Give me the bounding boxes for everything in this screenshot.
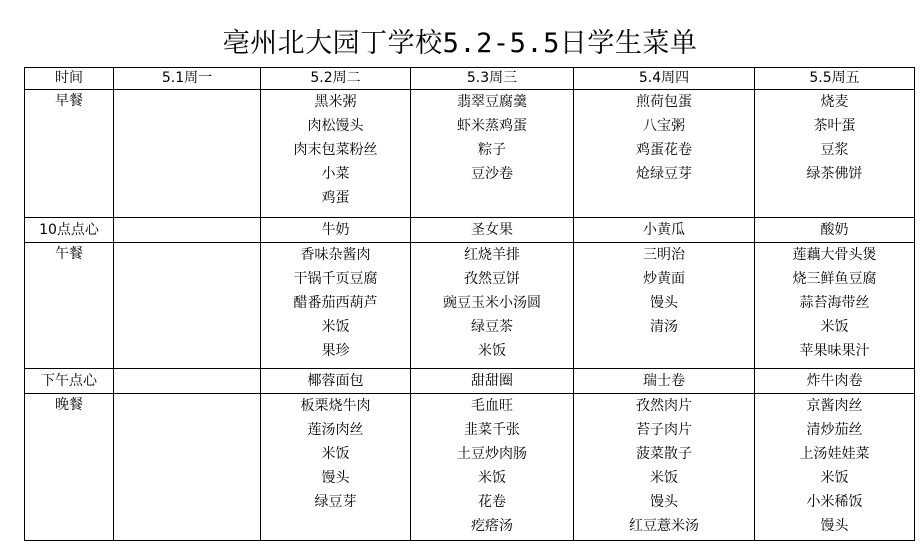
dish-item: 粽子 [478, 142, 506, 158]
dish-item: 圣女果 [471, 222, 513, 238]
meal-label: 10点点心 [25, 218, 114, 243]
dish-item: 毛血旺 [471, 398, 513, 414]
dish-item: 孜然豆饼 [464, 271, 520, 287]
dish-item: 小菜 [321, 166, 350, 182]
menu-cell [261, 218, 411, 243]
dish-item: 豌豆玉米小汤圆 [443, 295, 541, 311]
menu-cell [574, 369, 755, 394]
menu-cell [755, 369, 915, 394]
dish-item: 菠菜散子 [636, 446, 692, 462]
dish-item: 牛奶 [321, 222, 350, 238]
dish-item: 虾米蒸鸡蛋 [457, 118, 527, 134]
dish-item: 米饭 [321, 446, 350, 462]
menu-cell [411, 243, 574, 369]
menu-cell [411, 394, 574, 541]
dish-item: 京酱肉丝 [806, 398, 863, 414]
header-row [25, 68, 915, 90]
dish-item: 绿茶佛饼 [806, 166, 863, 182]
meal-row-afternoon-snack [25, 369, 915, 394]
dish-item: 莲藕大骨头煲 [792, 247, 877, 263]
dish-item: 苹果味果汁 [799, 343, 870, 359]
menu-cell [574, 394, 755, 541]
dish-item: 八宝粥 [643, 118, 685, 134]
menu-cell [574, 218, 755, 243]
menu-cell [261, 369, 411, 394]
dish-item: 炸牛肉卷 [806, 373, 863, 389]
menu-cell [261, 90, 411, 218]
dish-item: 香味杂酱肉 [300, 247, 371, 263]
dish-item: 板栗烧牛肉 [300, 398, 371, 414]
dish-item: 鸡蛋花卷 [636, 142, 692, 158]
menu-cell [114, 90, 261, 218]
header-day: 5.3周三 [411, 68, 574, 90]
dish-item: 小黄瓜 [643, 222, 685, 238]
dish-item: 烧三鲜鱼豆腐 [792, 271, 877, 287]
dish-item: 瑞士卷 [643, 373, 685, 389]
menu-cell [114, 369, 261, 394]
dish-item: 土豆炒肉肠 [457, 446, 527, 462]
dish-item: 上汤娃娃菜 [799, 446, 870, 462]
dish-item: 肉末包菜粉丝 [293, 142, 378, 158]
dish-item: 孜然肉片 [636, 398, 692, 414]
dish-item: 醋番茄西葫芦 [293, 295, 378, 311]
dish-item: 米饭 [478, 470, 506, 486]
dish-item: 馒头 [321, 470, 350, 486]
dish-item: 花卷 [478, 494, 506, 510]
menu-cell [411, 369, 574, 394]
dish-item: 米饭 [820, 319, 849, 335]
page-title: 亳州北大园丁学校5.2-5.5日学生菜单 [222, 28, 698, 59]
menu-cell [574, 90, 755, 218]
menu-cell [755, 218, 915, 243]
header-day: 5.2周二 [261, 68, 411, 90]
dish-item: 米饭 [321, 319, 350, 335]
meal-label: 下午点心 [25, 369, 114, 394]
menu-cell [755, 90, 915, 218]
dish-item: 红烧羊排 [464, 247, 520, 263]
dish-item: 莲汤肉丝 [307, 422, 364, 438]
dish-item: 红豆薏米汤 [629, 518, 699, 534]
dish-item: 豆浆 [820, 142, 849, 158]
menu-cell [114, 394, 261, 541]
dish-item: 茶叶蛋 [813, 118, 856, 134]
meal-row-morning-snack [25, 218, 915, 243]
dish-item: 米饭 [650, 470, 678, 486]
dish-item: 翡翠豆腐羹 [457, 94, 527, 110]
header-day: 5.5周五 [755, 68, 915, 90]
meal-row-lunch [25, 243, 915, 369]
dish-item: 果珍 [321, 343, 350, 359]
dish-item: 疙瘩汤 [471, 518, 513, 534]
dish-item: 韭菜千张 [464, 422, 520, 438]
dish-item: 绿豆茶 [471, 319, 513, 335]
menu-cell [261, 394, 411, 541]
header-day: 5.1周一 [114, 68, 261, 90]
dish-item: 苔子肉片 [636, 422, 692, 438]
dish-item: 鸡蛋 [321, 190, 350, 206]
dish-item: 椰蓉面包 [307, 373, 364, 389]
menu-cell [411, 90, 574, 218]
dish-item: 馒头 [650, 494, 678, 510]
meal-row-dinner [25, 394, 915, 541]
meal-row-breakfast [25, 90, 915, 218]
menu-table [24, 67, 915, 541]
menu-cell [411, 218, 574, 243]
menu-cell [755, 394, 915, 541]
menu-cell [114, 243, 261, 369]
header-day: 5.4周四 [574, 68, 755, 90]
dish-item: 炝绿豆芽 [636, 166, 692, 182]
meal-label: 晚餐 [25, 394, 114, 541]
dish-item: 蒜苔海带丝 [799, 295, 870, 311]
dish-item: 黑米粥 [314, 94, 357, 110]
dish-item: 绿豆芽 [314, 494, 357, 510]
menu-cell [755, 243, 915, 369]
dish-item: 豆沙卷 [471, 166, 513, 182]
dish-item: 炒黄面 [643, 271, 685, 287]
meal-label: 早餐 [25, 90, 114, 218]
dish-item: 甜甜圈 [471, 373, 513, 389]
dish-item: 三明治 [643, 247, 685, 263]
dish-item: 酸奶 [820, 222, 849, 238]
menu-cell [574, 243, 755, 369]
dish-item: 米饭 [820, 470, 849, 486]
dish-item: 煎荷包蛋 [636, 94, 692, 110]
meal-label: 午餐 [25, 243, 114, 369]
dish-item: 小米稀饭 [806, 494, 863, 510]
dish-item: 馒头 [820, 518, 849, 534]
dish-item: 馒头 [650, 295, 678, 311]
menu-cell [261, 243, 411, 369]
dish-item: 米饭 [478, 343, 506, 359]
dish-item: 清汤 [650, 319, 678, 335]
menu-cell [114, 218, 261, 243]
header-time: 时间 [25, 68, 114, 90]
dish-item: 干锅千页豆腐 [293, 271, 378, 287]
dish-item: 清炒茄丝 [806, 422, 863, 438]
dish-item: 肉松馒头 [307, 118, 364, 134]
dish-item: 烧麦 [820, 94, 849, 110]
